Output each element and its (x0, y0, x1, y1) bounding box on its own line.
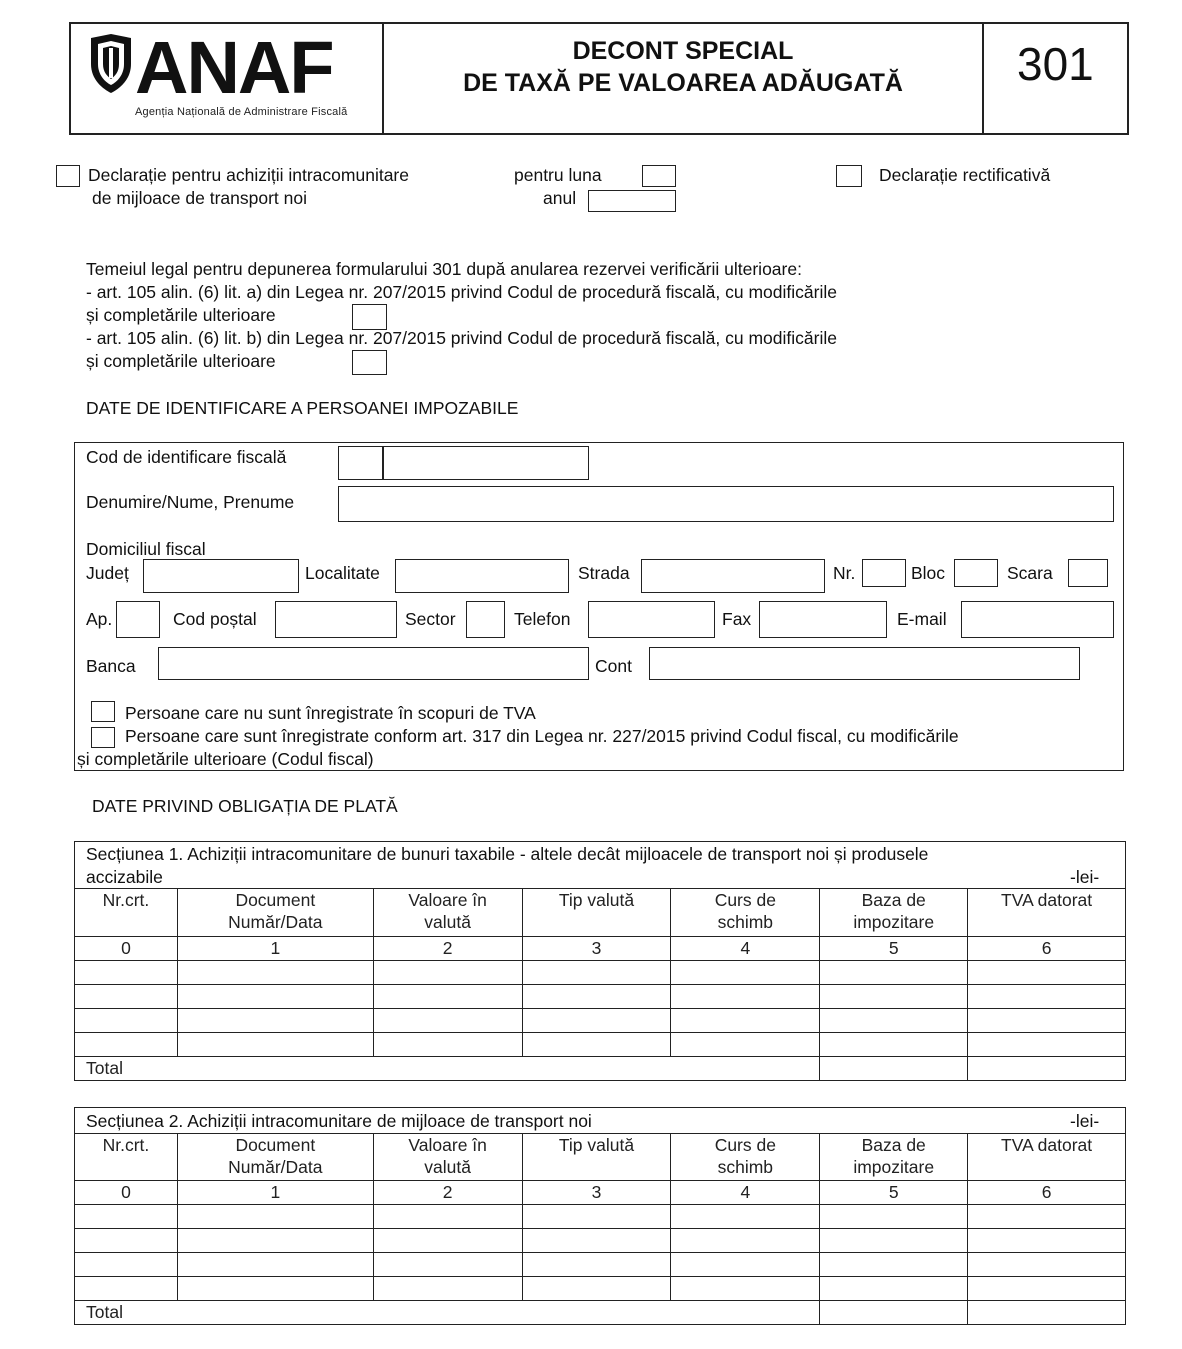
domicile-label: Domiciliul fiscal (86, 539, 206, 559)
localitate-label: Localitate (305, 563, 380, 583)
index-2: 2 (373, 1181, 522, 1205)
telefon-label: Telefon (514, 609, 571, 629)
col-curs: Curs de schimb (671, 1134, 820, 1181)
name-field[interactable] (338, 486, 1114, 522)
total-baza-cell[interactable] (820, 1057, 968, 1081)
legal-b-checkbox[interactable] (352, 350, 387, 375)
table-row[interactable] (75, 1277, 1126, 1301)
intra-transport-label-2: de mijloace de transport noi (92, 188, 307, 208)
month-field[interactable] (642, 165, 676, 187)
table-header-row (75, 889, 1126, 937)
nr-field[interactable] (862, 559, 906, 587)
banca-field[interactable] (158, 647, 589, 680)
fax-label: Fax (722, 609, 752, 629)
legal-a-line2: și completările ulterioare (86, 305, 276, 325)
not-registered-label: Persoane care nu sunt înregistrate în scopuri de TVA (125, 703, 536, 723)
total-label: Total (75, 1057, 820, 1081)
table-index-row (75, 1181, 1126, 1205)
localitate-field[interactable] (395, 559, 569, 593)
fax-field[interactable] (759, 601, 887, 638)
section1-title-line1: Secțiunea 1. Achiziții intracomunitare de bunuri taxabile - altele decât mijloacele de transport noi și produsele (86, 844, 929, 864)
email-label: E-mail (897, 609, 947, 629)
cif-field[interactable] (338, 446, 589, 480)
section1-title-line2: accizabile (86, 867, 163, 887)
judet-label: Județ (86, 563, 129, 583)
section2-table (74, 1133, 1126, 1325)
cont-field[interactable] (649, 647, 1080, 680)
registered-label-2: și completările ulterioare (Codul fiscal) (77, 749, 374, 769)
index-2: 2 (373, 937, 522, 961)
cod-postal-label: Cod poștal (173, 609, 257, 629)
table-header-row (75, 1134, 1126, 1181)
index-6: 6 (968, 1181, 1126, 1205)
cif-divider (382, 446, 384, 480)
section1-unit: -lei- (1070, 867, 1100, 887)
strada-field[interactable] (641, 559, 825, 593)
ap-field[interactable] (116, 601, 160, 638)
col-tva: TVA datorat (968, 889, 1126, 937)
table-row[interactable] (75, 961, 1126, 985)
col-nrcrt: Nr.crt. (75, 1134, 178, 1181)
year-field[interactable] (588, 190, 676, 212)
total-row (75, 1057, 1126, 1081)
total-row (75, 1301, 1126, 1325)
col-tva: TVA datorat (968, 1134, 1126, 1181)
section2-unit: -lei- (1070, 1111, 1100, 1131)
form-number: 301 (1017, 38, 1094, 90)
col-tip-valuta: Tip valută (522, 889, 671, 937)
index-3: 3 (522, 937, 671, 961)
telefon-field[interactable] (588, 601, 715, 638)
rectificative-label: Declarație rectificativă (879, 165, 1051, 185)
bloc-field[interactable] (954, 559, 998, 587)
logo-wordmark: ANAF (135, 26, 333, 109)
banca-label: Banca (86, 656, 136, 676)
index-5: 5 (820, 1181, 968, 1205)
form-title-line2: DE TAXĂ PE VALOAREA ADĂUGATĂ (463, 69, 903, 97)
index-4: 4 (671, 937, 820, 961)
section2-title: Secțiunea 2. Achiziții intracomunitare de mijloace de transport noi (86, 1111, 592, 1131)
total-tva-cell[interactable] (968, 1301, 1126, 1325)
shield-icon (89, 34, 133, 94)
legal-a-line1: - art. 105 alin. (6) lit. a) din Legea nr. 207/2015 privind Codul de procedură fiscală, cu modificările (86, 282, 837, 302)
table-row[interactable] (75, 1033, 1126, 1057)
logo-subtitle: Agenția Națională de Administrare Fiscală (135, 106, 348, 118)
form-title-line1: DECONT SPECIAL (572, 37, 794, 65)
year-label: anul (543, 188, 577, 208)
sector-field[interactable] (466, 601, 505, 638)
table-row[interactable] (75, 1229, 1126, 1253)
total-baza-cell[interactable] (820, 1301, 968, 1325)
registered-label-1: Persoane care sunt înregistrate conform art. 317 din Legea nr. 227/2015 privind Codul fiscal, cu modificările (125, 726, 959, 746)
bloc-label: Bloc (911, 563, 946, 583)
col-curs: Curs de schimb (671, 889, 820, 937)
registered-checkbox[interactable] (91, 727, 115, 748)
email-field[interactable] (961, 601, 1114, 638)
index-0: 0 (75, 1181, 178, 1205)
legal-b-line1: - art. 105 alin. (6) lit. b) din Legea nr. 207/2015 privind Codul de procedură fiscală, cu modificările (86, 328, 837, 348)
table-row[interactable] (75, 1009, 1126, 1033)
nr-label: Nr. (833, 563, 856, 583)
strada-label: Strada (578, 563, 630, 583)
index-1: 1 (177, 1181, 373, 1205)
col-valoare: Valoare în valută (373, 889, 522, 937)
table-row[interactable] (75, 1253, 1126, 1277)
table-index-row (75, 937, 1126, 961)
identification-heading: DATE DE IDENTIFICARE A PERSOANEI IMPOZABILE (86, 398, 519, 418)
table-row[interactable] (75, 985, 1126, 1009)
total-label: Total (75, 1301, 820, 1325)
legal-intro: Temeiul legal pentru depunerea formularului 301 după anularea rezervei verificării ulterioare: (86, 259, 802, 279)
index-3: 3 (522, 1181, 671, 1205)
scara-label: Scara (1007, 563, 1053, 583)
col-document: Document Număr/Data (177, 1134, 373, 1181)
intra-transport-label-1: Declarație pentru achiziții intracomunitare (88, 165, 409, 185)
col-valoare: Valoare în valută (373, 1134, 522, 1181)
total-tva-cell[interactable] (968, 1057, 1126, 1081)
cod-postal-field[interactable] (275, 601, 397, 638)
logo-cell (71, 24, 384, 133)
index-4: 4 (671, 1181, 820, 1205)
col-document: Document Număr/Data (177, 889, 373, 937)
cont-label: Cont (595, 656, 632, 676)
intra-transport-checkbox[interactable] (56, 165, 80, 187)
obligation-heading: DATE PRIVIND OBLIGAȚIA DE PLATĂ (92, 796, 398, 816)
not-registered-checkbox[interactable] (91, 701, 115, 722)
scara-field[interactable] (1068, 559, 1108, 587)
month-label: pentru luna (514, 165, 602, 185)
col-baza: Baza de impozitare (820, 889, 968, 937)
table-row[interactable] (75, 1205, 1126, 1229)
sector-label: Sector (405, 609, 456, 629)
col-nrcrt: Nr.crt. (75, 889, 178, 937)
index-1: 1 (177, 937, 373, 961)
rectificative-checkbox[interactable] (836, 165, 862, 187)
index-0: 0 (75, 937, 178, 961)
legal-b-line2: și completările ulterioare (86, 351, 276, 371)
col-tip-valuta: Tip valută (522, 1134, 671, 1181)
section1-table (74, 888, 1126, 1081)
cif-label: Cod de identificare fiscală (86, 447, 287, 467)
name-label: Denumire/Nume, Prenume (86, 492, 295, 512)
col-baza: Baza de impozitare (820, 1134, 968, 1181)
judet-field[interactable] (143, 559, 299, 593)
form-header (69, 22, 1129, 135)
ap-label: Ap. (86, 609, 113, 629)
index-5: 5 (820, 937, 968, 961)
index-6: 6 (968, 937, 1126, 961)
